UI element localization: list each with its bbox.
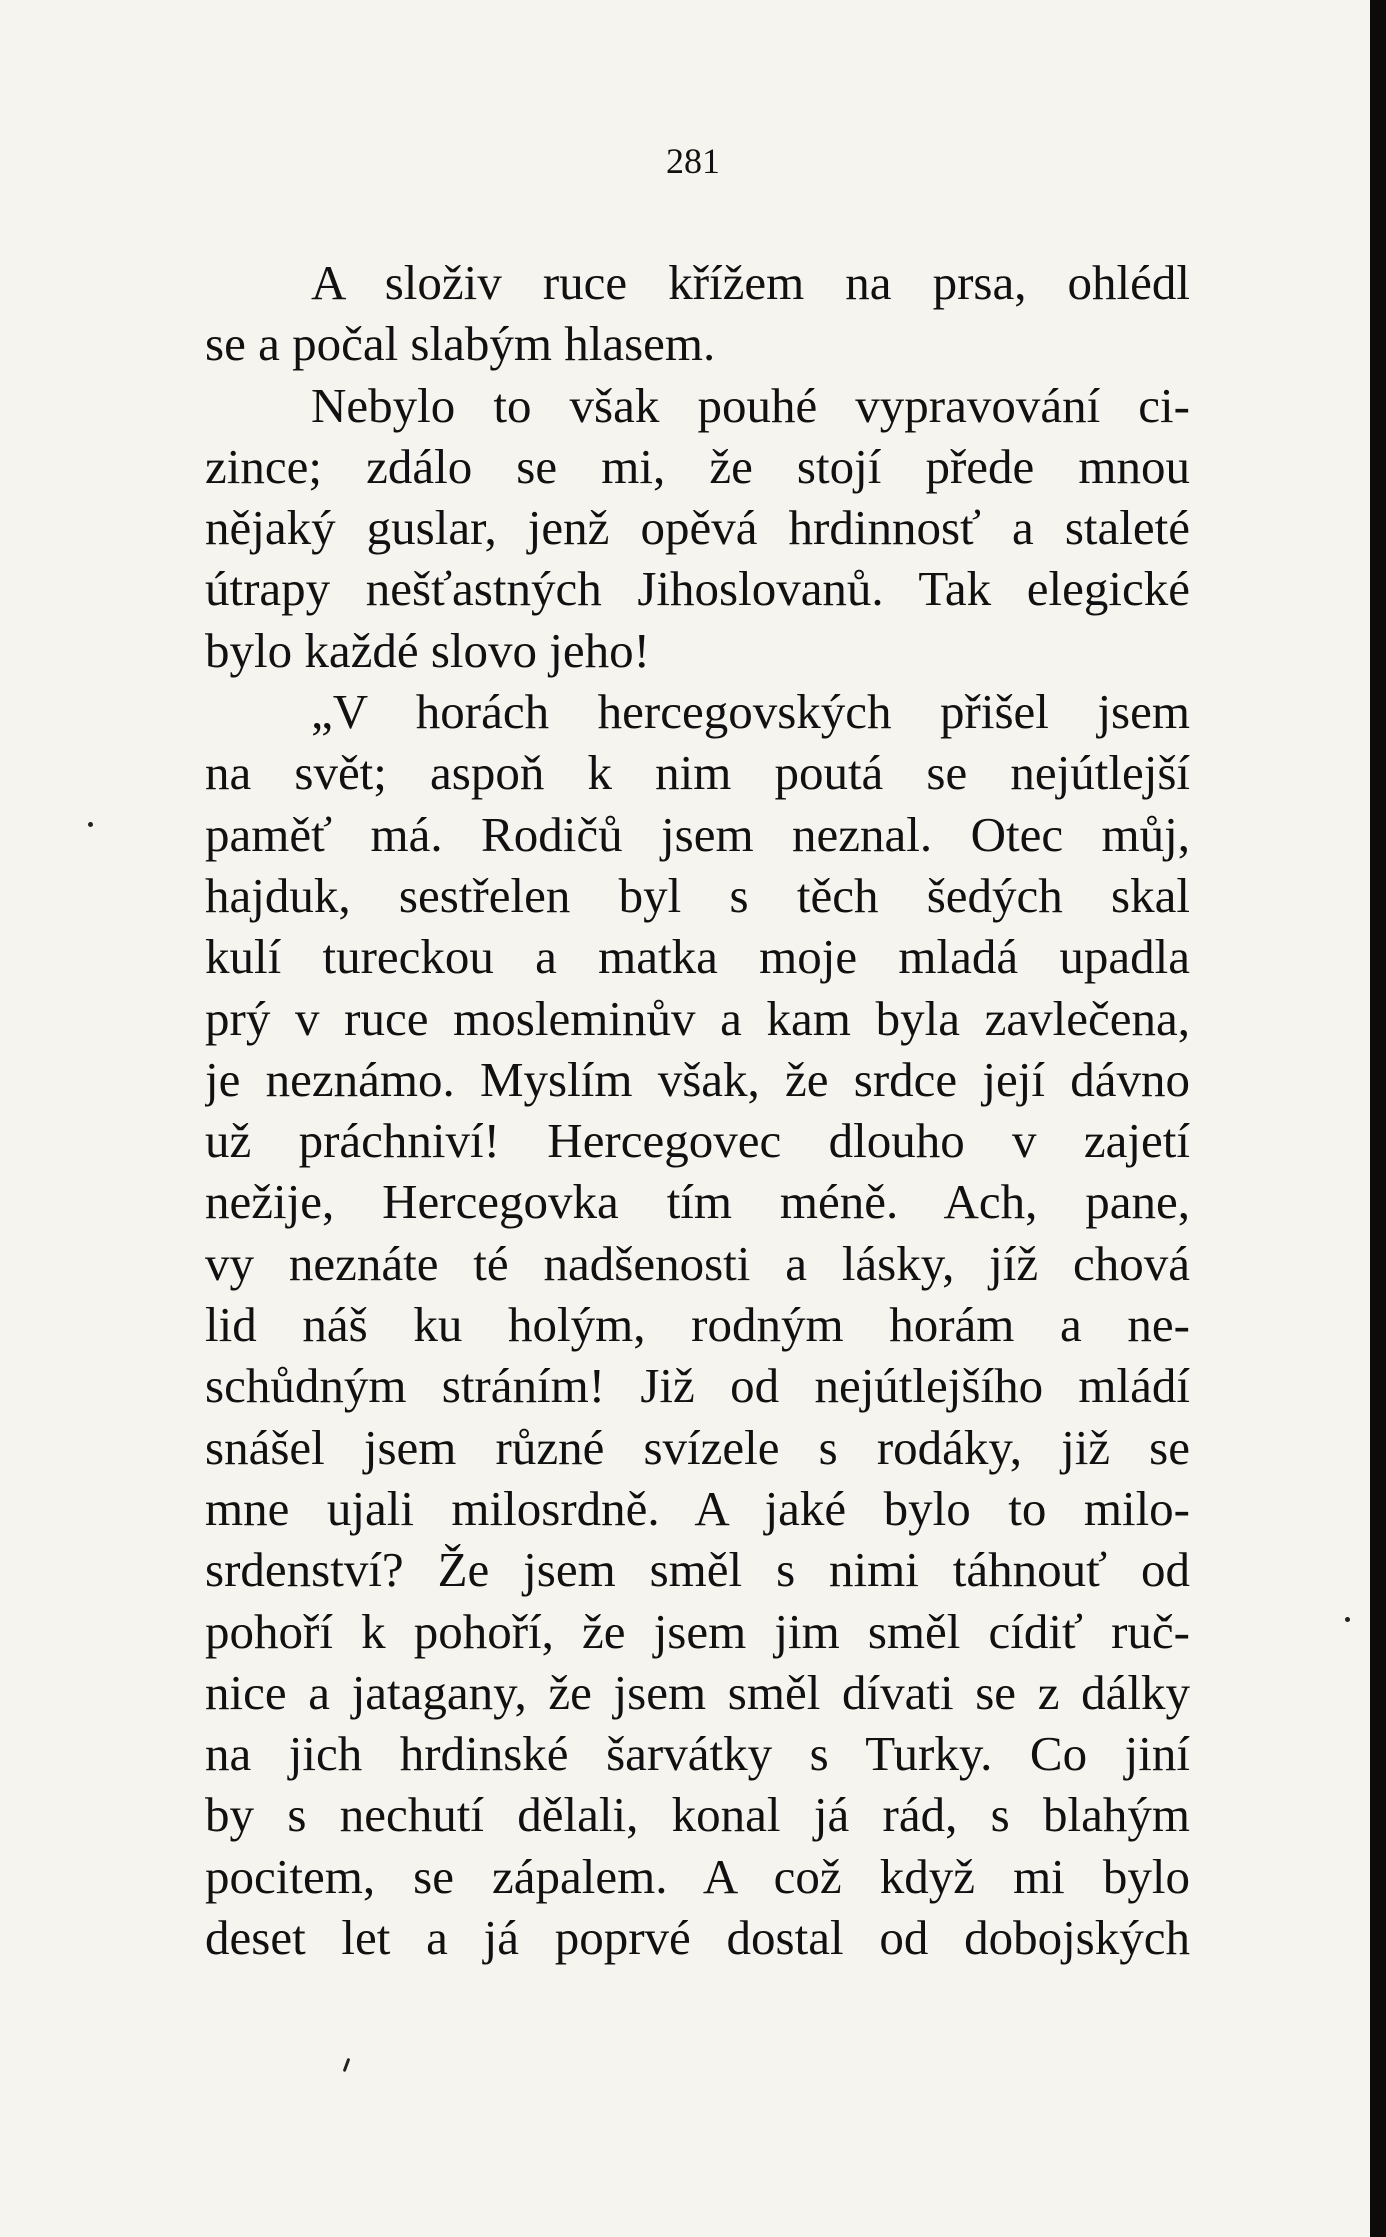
text-line: na jich hrdinské šarvátky s Turky. Co jiní — [205, 1726, 1190, 1782]
text-line: by s nechutí dělali, konal já rád, s blahým — [205, 1787, 1190, 1843]
text-line: je neznámo. Myslím však, že srdce její dávno — [205, 1051, 1190, 1107]
text-line: se a počal slabým hlasem. — [205, 316, 716, 372]
paper-speck — [88, 822, 93, 827]
body-text — [205, 252, 1190, 1968]
text-line: schůdným stráním! Již od nejútlejšího mládí — [205, 1358, 1190, 1414]
text-line: pocitem, se zápalem. A což když mi bylo — [205, 1848, 1190, 1904]
text-line: už práchniví! Hercegovec dlouho v zajetí — [205, 1113, 1190, 1169]
text-line: vy neznáte té nadšenosti a lásky, jíž chová — [205, 1235, 1190, 1291]
text-line: hajduk, sestřelen byl s těch šedých skal — [205, 867, 1190, 923]
text-line: pohoří k pohoří, že jsem jim směl cídiť ruč- — [205, 1603, 1190, 1659]
text-line: Nebylo to však pouhé vypravování ci- — [311, 377, 1190, 433]
text-line: mne ujali milosrdně. A jaké bylo to milo- — [205, 1480, 1190, 1536]
text-line: „V horách hercegovských přišel jsem — [311, 684, 1190, 740]
text-line: lid náš ku holým, rodným horám a ne- — [205, 1297, 1190, 1353]
paper-speck — [1345, 1617, 1350, 1622]
text-line: srdenství? Že jsem směl s nimi táhnouť od — [205, 1542, 1190, 1598]
text-line: paměť má. Rodičů jsem neznal. Otec můj, — [205, 806, 1190, 862]
text-line: zince; zdálo se mi, že stojí přede mnou — [205, 438, 1190, 494]
text-line: kulí tureckou a matka moje mladá upadla — [205, 929, 1190, 985]
text-line: nějaký guslar, jenž opěvá hrdinnosť a staleté — [205, 500, 1190, 556]
paper-speck — [343, 2058, 351, 2072]
text-line: nežije, Hercegovka tím méně. Ach, pane, — [205, 1174, 1190, 1230]
scan-edge — [1370, 0, 1386, 2237]
text-line: snášel jsem různé svízele s rodáky, již se — [205, 1419, 1190, 1475]
text-line: bylo každé slovo jeho! — [205, 622, 650, 678]
text-line: nice a jatagany, že jsem směl dívati se z dálky — [205, 1664, 1190, 1720]
text-line: na svět; aspoň k nim poutá se nejútlejší — [205, 745, 1190, 801]
text-line: útrapy nešťastných Jihoslovanů. Tak elegické — [205, 561, 1190, 617]
text-line: deset let a já poprvé dostal od dobojských — [205, 1910, 1190, 1966]
page-number: 281 — [666, 141, 720, 181]
text-line: A složiv ruce křížem na prsa, ohlédl — [311, 255, 1190, 310]
text-line: prý v ruce mosleminův a kam byla zavlečena, — [205, 990, 1190, 1046]
